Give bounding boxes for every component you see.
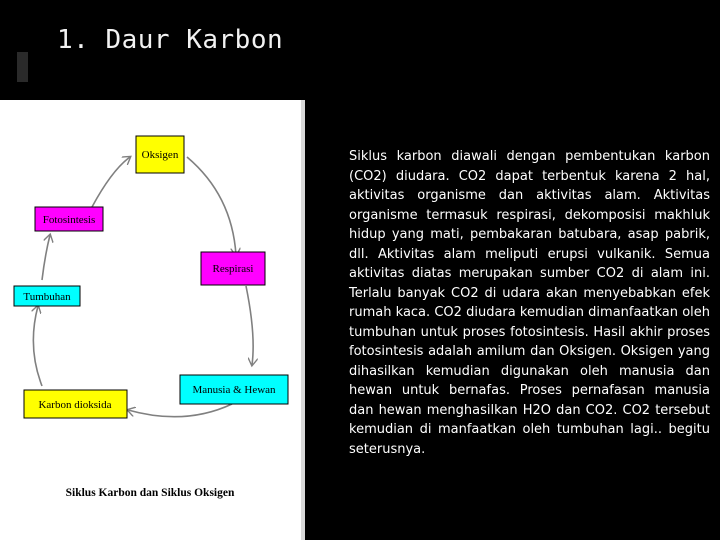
node-manusia-hewan	[180, 375, 288, 404]
node-fotosintesis-label: Fotosintesis	[42, 214, 96, 226]
node-oksigen-label: Oksigen	[141, 149, 179, 161]
node-manusia-hewan-label: Manusia & Hewan	[192, 384, 276, 396]
node-fotosintesis	[35, 207, 103, 231]
node-tumbuhan-label: Tumbuhan	[23, 291, 71, 303]
node-karbon-dioksida-label: Karbon dioksida	[38, 399, 112, 411]
node-respirasi	[201, 252, 265, 285]
slide-title: 1. Daur Karbon	[57, 25, 284, 55]
cycle-arrow-oksigen-respirasi	[187, 157, 236, 255]
cycle-arrow-karbon-tumbuhan	[33, 306, 42, 386]
cycle-arrow-manusia-karbon	[128, 404, 232, 417]
cycle-arrow-tumbuhan-fotosintesis	[42, 235, 50, 280]
node-tumbuhan	[14, 286, 80, 306]
carbon-cycle-figure	[0, 100, 305, 540]
node-respirasi-label: Respirasi	[212, 263, 254, 275]
carbon-cycle-diagram	[0, 100, 301, 540]
cycle-arrow-fotosintesis-oksigen	[92, 157, 130, 207]
node-karbon-dioksida	[24, 390, 127, 418]
cycle-arrow-respirasi-manusia	[246, 286, 253, 365]
body-paragraph: Siklus karbon diawali dengan pembentukan karbon (CO2) diudara. CO2 dapat terbentuk karena 2 hal, aktivitas organisme dan aktivitas alam. Aktivitas organisme termasuk respirasi, dekomposisi makhluk hidup yang mati, pembakaran batubara, asap pabrik, dll. Aktivitas alam meliputi erupsi vulkanik. Semua aktivitas diatas merupakan sumber CO2 di alam ini. Terlalu banyak CO2 di udara akan menyebabkan efek rumah kaca. CO2 diudara kemudian dimanfaatkan oleh tumbuhan untuk proses fotosintesis. Hasil akhir proses fotosintesis adalah amilum dan Oksigen. Oksigen yang dihasilkan kemudian digunakan oleh manusia dan hewan untuk bernafas. Proses pernafasan manusia dan hewan menghasilkan H2O dan CO2. CO2 tersebut kemudian di manfaatkan oleh tumbuhan lagi.. begitu seterusnya.	[349, 149, 710, 457]
figure-caption: Siklus Karbon dan Siklus Oksigen	[65, 487, 235, 499]
node-oksigen	[136, 136, 184, 173]
